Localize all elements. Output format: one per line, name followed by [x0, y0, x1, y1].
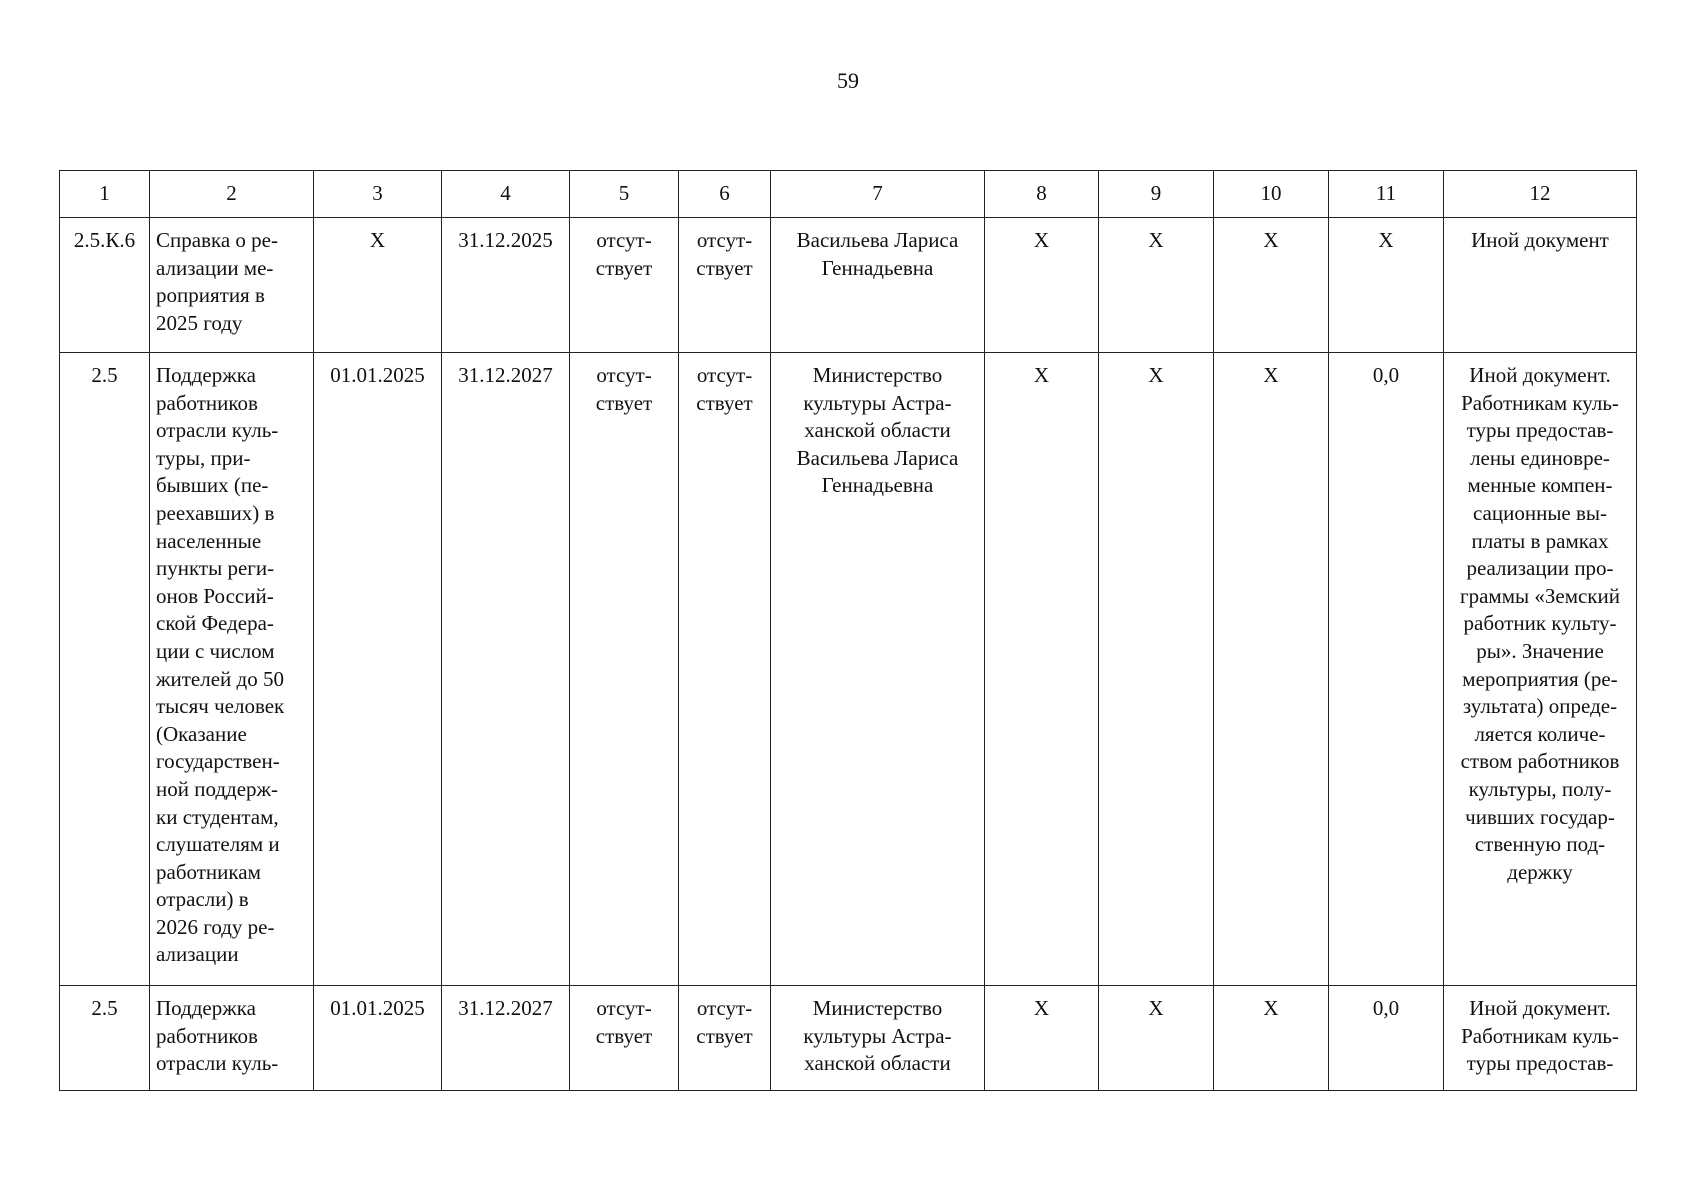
table-header-row	[60, 171, 1637, 218]
column-header-1: 1	[60, 171, 150, 218]
cell-responsible: Министерство культуры Астра- ханской области	[771, 986, 985, 1091]
cell-col-6: отсут- ствует	[679, 986, 771, 1091]
cell-start-date: 01.01.2025	[314, 986, 442, 1091]
column-header-8: 8	[985, 171, 1099, 218]
cell-col-10: Х	[1214, 218, 1329, 353]
cell-col-8: Х	[985, 218, 1099, 353]
column-header-3: 3	[314, 171, 442, 218]
cell-col-5: отсут- ствует	[570, 986, 679, 1091]
cell-col-5: отсут- ствует	[570, 218, 679, 353]
column-header-11: 11	[1329, 171, 1444, 218]
cell-col-10: Х	[1214, 986, 1329, 1091]
cell-name: Справка о ре- ализации ме- роприятия в 2025 году	[150, 218, 314, 353]
cell-name: Поддержка работников отрасли куль- туры, при- бывших (пе- реехавших) в населенные пункты реги- онов Россий- ской Федера- ции с числом жителей до 50 тысяч человек (Оказание государствен- ной поддерж- ки студентам, слушателям и работникам отрасли) в 2026 году ре- ализации	[150, 353, 314, 986]
cell-number: 2.5	[60, 353, 150, 986]
column-header-12: 12	[1444, 171, 1637, 218]
cell-document: Иной документ	[1444, 218, 1637, 353]
cell-end-date: 31.12.2027	[442, 986, 570, 1091]
column-header-7: 7	[771, 171, 985, 218]
cell-col-6: отсут- ствует	[679, 353, 771, 986]
document-table	[59, 170, 1637, 1091]
column-header-9: 9	[1099, 171, 1214, 218]
page-number: 59	[837, 68, 859, 93]
cell-col-11: Х	[1329, 218, 1444, 353]
cell-number: 2.5	[60, 986, 150, 1091]
cell-end-date: 31.12.2027	[442, 353, 570, 986]
cell-col-8: Х	[985, 986, 1099, 1091]
cell-start-date: 01.01.2025	[314, 353, 442, 986]
column-header-4: 4	[442, 171, 570, 218]
cell-number: 2.5.К.6	[60, 218, 150, 353]
column-header-6: 6	[679, 171, 771, 218]
column-header-10: 10	[1214, 171, 1329, 218]
table-row	[60, 218, 1637, 353]
cell-col-8: Х	[985, 353, 1099, 986]
cell-col-9: Х	[1099, 218, 1214, 353]
column-header-2: 2	[150, 171, 314, 218]
cell-col-5: отсут- ствует	[570, 353, 679, 986]
cell-col-11: 0,0	[1329, 353, 1444, 986]
table-row	[60, 986, 1637, 1091]
column-header-5: 5	[570, 171, 679, 218]
cell-start-date: Х	[314, 218, 442, 353]
cell-col-9: Х	[1099, 986, 1214, 1091]
cell-col-6: отсут- ствует	[679, 218, 771, 353]
cell-name: Поддержка работников отрасли куль-	[150, 986, 314, 1091]
cell-col-10: Х	[1214, 353, 1329, 986]
cell-end-date: 31.12.2025	[442, 218, 570, 353]
cell-document: Иной документ. Работникам куль- туры предостав- лены единовре- менные компен- сационные вы- платы в рамках реализации про- граммы «Земский работник культу- ры». Значение мероприятия (ре- зультата) опреде- ляется количе- ством работников культуры, полу- чивших государ- ственную под- держку	[1444, 353, 1637, 986]
cell-responsible: Васильева Лариса Геннадьевна	[771, 218, 985, 353]
table-row	[60, 353, 1637, 986]
cell-document: Иной документ. Работникам куль- туры предостав-	[1444, 986, 1637, 1091]
cell-col-11: 0,0	[1329, 986, 1444, 1091]
cell-col-9: Х	[1099, 353, 1214, 986]
cell-responsible: Министерство культуры Астра- ханской области Васильева Лариса Геннадьевна	[771, 353, 985, 986]
